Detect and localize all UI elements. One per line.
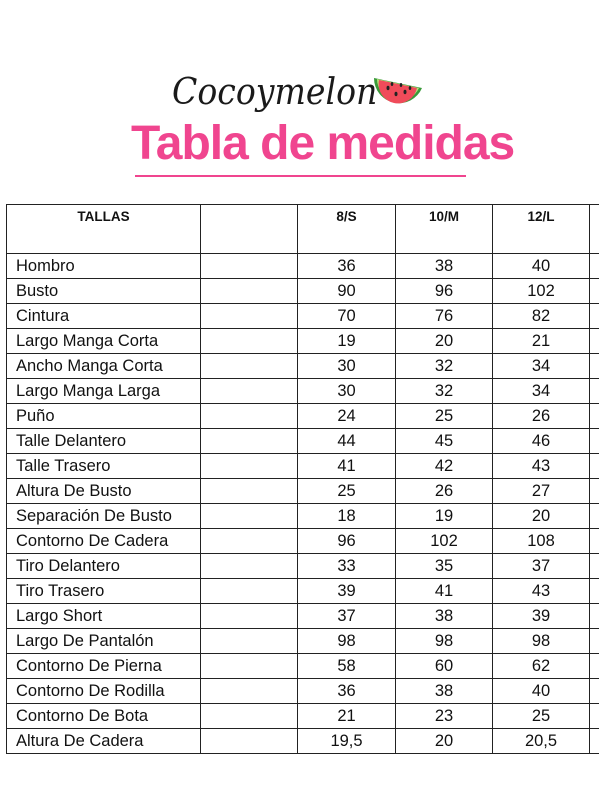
measurement-cell: 70 <box>298 304 396 329</box>
cut-cell <box>590 604 599 629</box>
measurement-cell: 19 <box>298 329 396 354</box>
row-label: Cintura <box>7 304 201 329</box>
measurement-cell: 98 <box>298 629 396 654</box>
measurement-cell: 76 <box>396 304 493 329</box>
measurement-cell: 19 <box>396 504 493 529</box>
table-row <box>7 379 599 404</box>
blank-cell <box>201 704 298 729</box>
measurement-cell: 43 <box>493 454 590 479</box>
measurement-cell: 38 <box>396 604 493 629</box>
measurement-cell: 20 <box>493 504 590 529</box>
table-row <box>7 279 599 304</box>
cut-cell <box>590 454 599 479</box>
measurement-cell: 98 <box>396 629 493 654</box>
blank-cell <box>201 354 298 379</box>
measurement-cell: 58 <box>298 654 396 679</box>
measurement-cell: 34 <box>493 379 590 404</box>
table-row <box>7 479 599 504</box>
blank-cell <box>201 579 298 604</box>
measurement-cell: 32 <box>396 379 493 404</box>
cut-cell <box>590 504 599 529</box>
page-title: Tabla de medidas <box>131 117 515 170</box>
measurement-cell: 108 <box>493 529 590 554</box>
cut-cell <box>590 354 599 379</box>
column-header-blank <box>201 205 298 254</box>
measurement-cell: 36 <box>298 254 396 279</box>
measurement-cell: 25 <box>396 404 493 429</box>
title-underline <box>135 175 466 177</box>
row-label: Contorno De Bota <box>7 704 201 729</box>
table-row <box>7 654 599 679</box>
measurement-cell: 38 <box>396 254 493 279</box>
column-header-tallas: TALLAS <box>7 205 201 254</box>
cut-cell <box>590 429 599 454</box>
measurement-cell: 26 <box>493 404 590 429</box>
row-label: Busto <box>7 279 201 304</box>
row-label: Largo Short <box>7 604 201 629</box>
measurement-cell: 20 <box>396 329 493 354</box>
measurement-cell: 42 <box>396 454 493 479</box>
measurement-cell: 40 <box>493 254 590 279</box>
blank-cell <box>201 729 298 754</box>
measurement-cell: 40 <box>493 679 590 704</box>
blank-cell <box>201 604 298 629</box>
measurement-cell: 30 <box>298 354 396 379</box>
measurement-cell: 27 <box>493 479 590 504</box>
column-header-s: 8/S <box>298 205 396 254</box>
blank-cell <box>201 254 298 279</box>
row-label: Altura De Cadera <box>7 729 201 754</box>
measurement-cell: 21 <box>493 329 590 354</box>
measurement-cell: 32 <box>396 354 493 379</box>
blank-cell <box>201 529 298 554</box>
measurement-cell: 98 <box>493 629 590 654</box>
table-row <box>7 329 599 354</box>
column-header-cut <box>590 205 599 254</box>
cut-cell <box>590 579 599 604</box>
row-label: Largo Manga Larga <box>7 379 201 404</box>
row-label: Largo De Pantalón <box>7 629 201 654</box>
measurement-cell: 45 <box>396 429 493 454</box>
measurement-cell: 25 <box>493 704 590 729</box>
cut-cell <box>590 479 599 504</box>
cut-cell <box>590 304 599 329</box>
table-row <box>7 354 599 379</box>
row-label: Puño <box>7 404 201 429</box>
row-label: Largo Manga Corta <box>7 329 201 354</box>
table-header-row <box>7 205 599 254</box>
table-row <box>7 304 599 329</box>
table-row <box>7 529 599 554</box>
measurement-cell: 20,5 <box>493 729 590 754</box>
blank-cell <box>201 379 298 404</box>
measurement-cell: 96 <box>298 529 396 554</box>
blank-cell <box>201 279 298 304</box>
blank-cell <box>201 679 298 704</box>
measurement-cell: 102 <box>493 279 590 304</box>
row-label: Contorno De Cadera <box>7 529 201 554</box>
cut-cell <box>590 654 599 679</box>
row-label: Contorno De Rodilla <box>7 679 201 704</box>
measurement-cell: 43 <box>493 579 590 604</box>
measurement-cell: 21 <box>298 704 396 729</box>
measurement-cell: 46 <box>493 429 590 454</box>
blank-cell <box>201 654 298 679</box>
blank-cell <box>201 404 298 429</box>
blank-cell <box>201 479 298 504</box>
measurement-cell: 82 <box>493 304 590 329</box>
cut-cell <box>590 729 599 754</box>
table-row <box>7 404 599 429</box>
table-row <box>7 704 599 729</box>
measurement-cell: 41 <box>396 579 493 604</box>
size-table <box>6 204 599 754</box>
measurement-cell: 39 <box>298 579 396 604</box>
measurement-cell: 102 <box>396 529 493 554</box>
measurement-cell: 62 <box>493 654 590 679</box>
row-label: Talle Delantero <box>7 429 201 454</box>
measurement-cell: 25 <box>298 479 396 504</box>
measurement-cell: 36 <box>298 679 396 704</box>
blank-cell <box>201 304 298 329</box>
measurement-cell: 41 <box>298 454 396 479</box>
row-label: Altura De Busto <box>7 479 201 504</box>
measurement-cell: 19,5 <box>298 729 396 754</box>
column-header-m: 10/M <box>396 205 493 254</box>
row-label: Ancho Manga Corta <box>7 354 201 379</box>
measurement-cell: 24 <box>298 404 396 429</box>
row-label: Tiro Trasero <box>7 579 201 604</box>
table-row <box>7 554 599 579</box>
cut-cell <box>590 254 599 279</box>
blank-cell <box>201 454 298 479</box>
measurement-cell: 60 <box>396 654 493 679</box>
measurement-cell: 20 <box>396 729 493 754</box>
measurement-cell: 35 <box>396 554 493 579</box>
cut-cell <box>590 329 599 354</box>
blank-cell <box>201 629 298 654</box>
table-row <box>7 679 599 704</box>
column-header-l: 12/L <box>493 205 590 254</box>
cut-cell <box>590 679 599 704</box>
measurement-cell: 37 <box>298 604 396 629</box>
blank-cell <box>201 554 298 579</box>
measurement-cell: 38 <box>396 679 493 704</box>
cut-cell <box>590 404 599 429</box>
measurement-cell: 39 <box>493 604 590 629</box>
size-table-container <box>6 204 599 754</box>
measurement-cell: 44 <box>298 429 396 454</box>
table-row <box>7 579 599 604</box>
table-row <box>7 604 599 629</box>
cut-cell <box>590 279 599 304</box>
measurement-cell: 18 <box>298 504 396 529</box>
row-label: Contorno De Pierna <box>7 654 201 679</box>
table-row <box>7 254 599 279</box>
table-row <box>7 729 599 754</box>
blank-cell <box>201 329 298 354</box>
measurement-cell: 34 <box>493 354 590 379</box>
row-label: Tiro Delantero <box>7 554 201 579</box>
header <box>0 0 599 200</box>
blank-cell <box>201 429 298 454</box>
table-row <box>7 504 599 529</box>
measurement-cell: 33 <box>298 554 396 579</box>
blank-cell <box>201 504 298 529</box>
cut-cell <box>590 529 599 554</box>
cut-cell <box>590 554 599 579</box>
cut-cell <box>590 379 599 404</box>
table-body <box>7 254 599 754</box>
measurement-cell: 26 <box>396 479 493 504</box>
table-row <box>7 629 599 654</box>
measurement-cell: 23 <box>396 704 493 729</box>
measurement-cell: 37 <box>493 554 590 579</box>
row-label: Talle Trasero <box>7 454 201 479</box>
measurement-cell: 90 <box>298 279 396 304</box>
row-label: Separación De Busto <box>7 504 201 529</box>
cut-cell <box>590 629 599 654</box>
measurement-cell: 30 <box>298 379 396 404</box>
table-row <box>7 429 599 454</box>
brand-name: Cocoymelon <box>172 72 378 113</box>
cut-cell <box>590 704 599 729</box>
watermelon-icon <box>370 70 426 116</box>
measurement-cell: 96 <box>396 279 493 304</box>
row-label: Hombro <box>7 254 201 279</box>
table-row <box>7 454 599 479</box>
